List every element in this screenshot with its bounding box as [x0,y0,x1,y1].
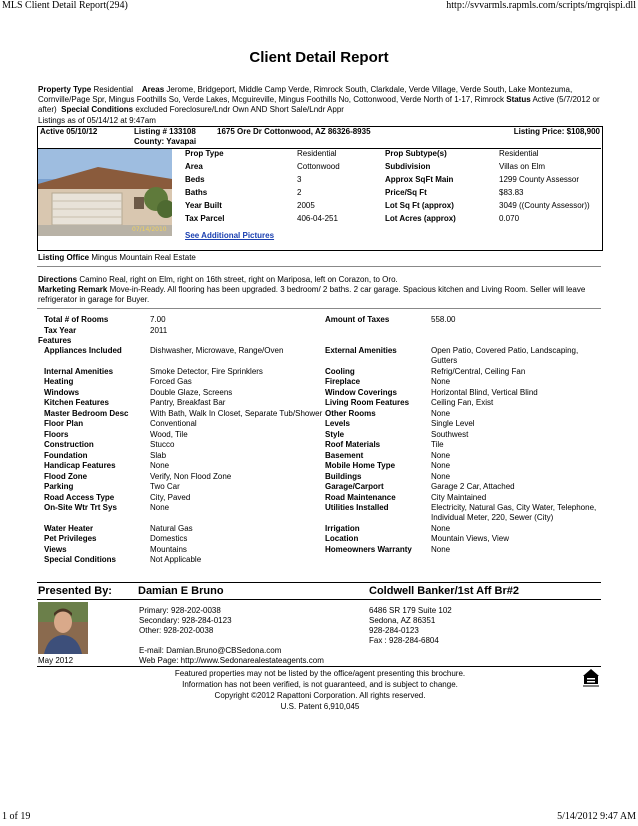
fact-label: Year Built [185,201,222,210]
disclaimer-line-4: U.S. Patent 6,910,045 [280,702,360,711]
fact-label: Area [185,162,203,171]
feature-row [38,346,602,367]
fact-value: 0.070 [499,214,520,223]
feature-value: 2011 [150,325,168,335]
fact-label: Beds [185,175,205,184]
feature-value: City Maintained [431,492,487,502]
feature-value [431,326,602,337]
feature-label: Location [325,534,359,543]
feature-row [38,388,602,399]
directions-label: Directions [38,275,78,284]
feature-label: Master Bedroom Desc [44,408,129,418]
feature-value: With Bath, Walk In Closet, Separate Tub/Shower [150,408,323,418]
listing-active-date: Active 05/10/12 [40,127,98,136]
property-photo[interactable] [38,149,172,236]
feature-label: Tax Year [44,325,77,335]
agent-secondary-phone: Secondary: 928-284-0123 [139,616,232,625]
feature-value: None [431,523,451,533]
features-heading: Features [38,336,72,345]
feature-value: None [431,461,451,470]
fact-value: 1299 County Assessor [499,175,580,184]
feature-value: Electricity, Natural Gas, City Water, Telephone, Individual Meter, 220, Sewer (City) [431,503,597,522]
feature-label: Water Heater [44,523,94,533]
feature-value: Mountains [150,544,187,554]
fact-label: Approx SqFt Main [385,175,454,184]
listing-fact-row [185,162,601,175]
feature-value: Garage 2 Car, Attached [431,482,515,491]
feature-label: Utilities Installed [325,503,389,512]
feature-label: Mobile Home Type [325,461,396,470]
listing-office-label: Listing Office [38,253,90,262]
feature-label: Floor Plan [44,419,84,428]
feature-label [325,555,431,566]
listing-fact-row [185,214,601,227]
feature-label: Windows [44,387,80,397]
disclaimer-line-1: Featured properties may not be listed by the office/agent presenting this brochure. [174,669,466,678]
agent-primary-phone: Primary: 928-202-0038 [139,606,221,615]
office-street: 6486 SR 179 Suite 102 [369,606,452,615]
listing-address: 1675 Ore Dr Cottonwood, AZ 86326-8935 [217,127,371,136]
feature-value: Double Glaze, Screens [150,387,233,397]
feature-value: Natural Gas [150,523,193,533]
feature-row [38,315,602,326]
listing-price: Listing Price: $108,900 [513,127,600,136]
feature-value: Forced Gas [150,377,192,386]
feature-row [38,503,602,524]
feature-value: Not Applicable [150,555,202,564]
listing-fact-row [185,201,601,214]
features-table [38,315,602,566]
feature-label: Floors [44,429,69,439]
feature-label: Levels [325,419,350,428]
areas-label: Areas [141,85,165,94]
fact-label: Subdivision [385,162,431,171]
photo-date-stamp: 07/14/2010 [132,226,167,233]
brokerage-name: Coldwell Banker/1st Aff Br#2 [369,585,519,597]
feature-label: Amount of Taxes [325,315,390,324]
directions-value: Camino Real, right on Elm, right on 16th street, right on Mariposa, left on Corazon, to Oro. [79,275,398,284]
feature-row [38,326,602,337]
feature-label: Roof Materials [325,440,381,449]
feature-value: Dishwasher, Microwave, Range/Oven [150,346,284,355]
feature-label: Homeowners Warranty [325,544,412,554]
feature-label: Road Maintenance [325,492,396,502]
property-type-value: Residential [93,85,134,94]
feature-label: Style [325,429,345,439]
feature-row [38,440,602,451]
feature-value: 7.00 [150,315,166,324]
feature-value: Mountain Views, View [431,534,509,543]
page-title: Client Detail Report [249,49,389,66]
feature-label: Window Coverings [325,387,397,397]
feature-value: Two Car [150,482,180,491]
fact-label: Lot Sq Ft (approx) [385,201,454,210]
feature-value: Horizontal Blind, Vertical Blind [431,387,538,397]
listing-facts-table [185,149,601,227]
fact-label: Price/Sq Ft [385,188,427,197]
equal-housing-icon [582,668,600,688]
feature-row [38,409,602,420]
feature-value: Ceiling Fan, Exist [431,398,494,407]
feature-value: Verify, Non Flood Zone [150,471,232,481]
disclaimer-line-2: Information has not been verified, is not guaranteed, and is subject to change. [182,680,458,689]
feature-value: Domestics [150,534,188,543]
status-label: Status [506,95,531,104]
feature-label: Kitchen Features [44,398,109,407]
fact-value: $83.83 [499,188,524,197]
feature-row [38,398,602,409]
feature-value: Slab [150,450,167,460]
feature-label: Views [44,544,67,554]
listing-fact-row [185,188,601,201]
feature-label: External Amenities [325,346,397,355]
feature-value: Tile [431,440,444,449]
feature-value [431,555,602,566]
feature-value: Wood, Tile [150,429,188,439]
agent-other-phone: Other: 928-202-0038 [139,626,214,635]
feature-label: Basement [325,450,364,460]
fact-label: Baths [185,188,208,197]
feature-value: None [431,544,451,554]
feature-label: Road Access Type [44,492,115,502]
feature-label: Flood Zone [44,471,88,481]
feature-row [38,493,602,504]
fact-value: 2 [297,188,302,197]
fact-value: 406-04-251 [297,214,338,223]
fact-value: 2005 [297,201,315,210]
fact-label: Prop Subtype(s) [385,149,447,158]
fact-label: Lot Acres (approx) [385,214,456,223]
page-number: 1 of 19 [2,811,31,822]
feature-label: Living Room Features [325,398,410,407]
see-additional-pictures-link[interactable]: See Additional Pictures [185,231,275,240]
special-conditions-label: Special Conditions [61,105,134,114]
feature-value: None [431,471,451,481]
print-datetime: 5/14/2012 9:47 AM [557,811,636,822]
feature-value: None [431,408,451,418]
fact-value: 3049 ((County Assessor)) [499,201,590,210]
feature-row [38,461,602,472]
fact-value: Residential [499,149,539,158]
feature-label: Garage/Carport [325,482,384,491]
agent-date: May 2012 [38,656,74,665]
feature-label: Fireplace [325,377,361,386]
feature-label: Appliances Included [44,346,122,355]
listing-office [38,253,603,263]
listings-as-of: Listings as of 05/14/12 at 9:47am [38,116,156,125]
search-criteria [38,85,603,115]
feature-label: Total # of Rooms [44,315,109,324]
agent-name: Damian E Bruno [138,585,224,597]
feature-value: Conventional [150,419,197,428]
feature-value: Smoke Detector, Fire Sprinklers [150,366,263,376]
presented-by-label: Presented By: [38,585,112,597]
feature-row [38,419,602,430]
feature-value: None [431,377,451,386]
marketing-remark [38,285,603,305]
feature-label: Special Conditions [44,555,117,564]
feature-value: Stucco [150,440,175,449]
feature-row [38,482,602,493]
feature-value: Southwest [431,429,469,439]
feature-label: Cooling [325,366,355,376]
status-value: Active (5/7/2012 or after) [38,95,600,114]
feature-row [38,472,602,483]
feature-label: Construction [44,440,94,449]
fact-label: Tax Parcel [185,214,225,223]
fact-value: Cottonwood [297,162,340,171]
feature-row [38,555,602,566]
fact-value: Residential [297,149,337,158]
feature-label: Parking [44,482,74,491]
office-phone: 928-284-0123 [369,626,419,635]
agent-email[interactable]: E-mail: Damian.Bruno@CBSedona.com [139,646,282,655]
disclaimer-line-3: Copyright ©2012 Rapattoni Corporation. All rights reserved. [214,691,426,700]
feature-value: City, Paved [150,492,191,502]
feature-label [325,326,431,337]
fact-value: Villas on Elm [499,162,546,171]
feature-label: Irrigation [325,523,360,533]
feature-value: None [150,461,170,470]
listing-fact-row [185,149,601,162]
feature-label: Foundation [44,450,88,460]
marketing-remark-label: Marketing Remark [38,285,108,294]
office-fax: Fax : 928-284-6804 [369,636,439,645]
office-city: Sedona, AZ 86351 [369,616,436,625]
listing-fact-row [185,175,601,188]
feature-label: Buildings [325,471,362,481]
browser-title: MLS Client Detail Report(294) [2,0,128,11]
feature-value: Refrig/Central, Ceiling Fan [431,366,526,376]
property-type-label: Property Type [38,85,92,94]
feature-row [38,524,602,535]
fact-value: 3 [297,175,302,184]
fact-label: Prop Type [185,149,224,158]
special-conditions-value: excluded Foreclosure/Lndr Own AND Short Sale/Lndr Appr [135,105,344,114]
listing-county: County: Yavapai [134,137,197,146]
feature-value: Single Level [431,419,475,428]
feature-label: Handicap Features [44,461,116,470]
browser-url: http://svvarmls.rapmls.com/scripts/mgrqispi.dll [446,0,636,11]
feature-value: Pantry, Breakfast Bar [150,398,226,407]
feature-value: None [150,503,170,512]
feature-label: Pet Privileges [44,534,97,543]
directions [38,275,603,285]
agent-web-page[interactable]: Web Page: http://www.Sedonarealestateagents.com [139,656,324,665]
marketing-remark-value: Move-in-Ready. All flooring has been upgraded. 3 bedroom/ 2 baths. 2 car garage. Spacious kitchen and Living Room. Seller will leave refrigerator in garage for Buyer. [38,285,586,304]
feature-value: 558.00 [431,315,456,324]
feature-row [38,377,602,388]
agent-photo [38,602,88,654]
listing-number: Listing # 133108 [134,127,196,136]
feature-row [38,534,602,545]
listing-office-value: Mingus Mountain Real Estate [91,253,196,262]
feature-row [38,451,602,462]
feature-label: On-Site Wtr Trt Sys [44,503,117,512]
feature-label: Heating [44,377,74,386]
areas-value: Jerome, Bridgeport, Middle Camp Verde, Rimrock South, Clarkdale, Verde Village, Verde South, Lake Montezuma, Cornville/Page Spr, Mingus Foothills So, Verde Lakes, Mcguireville, Mingus Foothills No, Cottonwood, Verde North of 1-17, Rimrock [38,85,573,104]
feature-row [38,430,602,441]
feature-value: Open Patio, Covered Patio, Landscaping, Gutters [431,346,579,365]
feature-label: Internal Amenities [44,366,114,376]
feature-row [38,367,602,378]
feature-label: Other Rooms [325,408,376,418]
feature-value: None [431,450,451,460]
feature-row [38,545,602,556]
